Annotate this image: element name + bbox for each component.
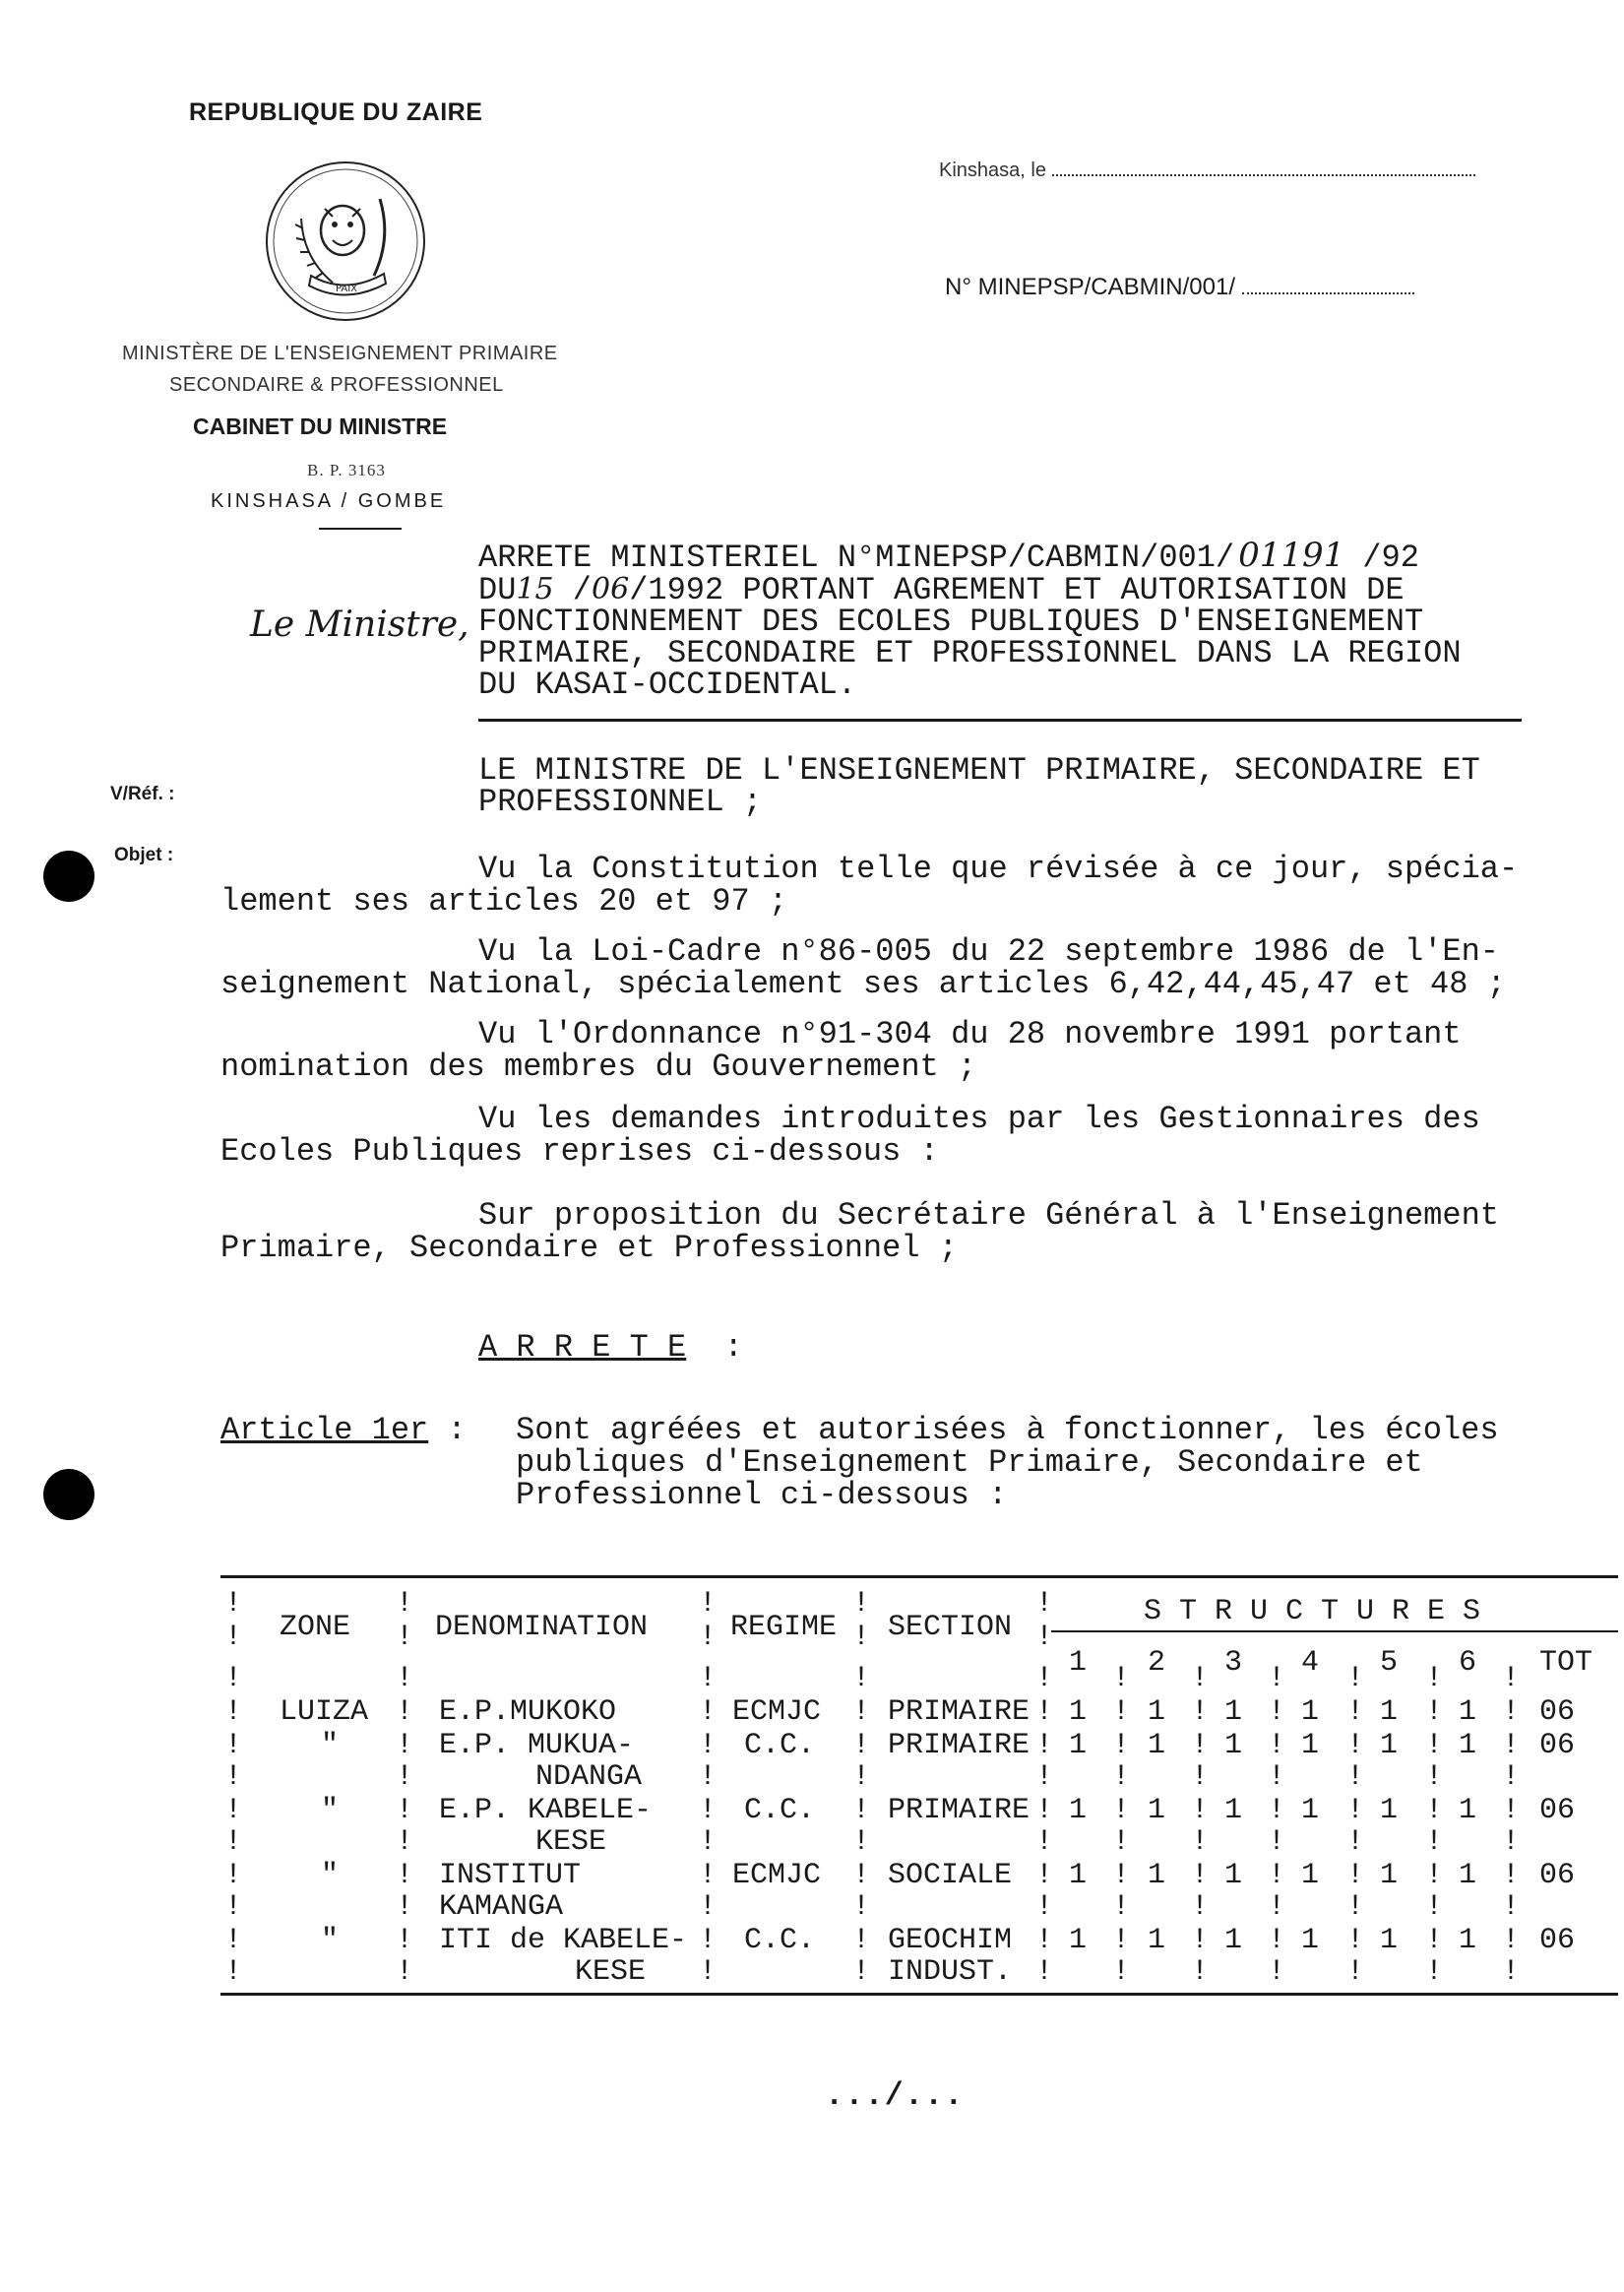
row-zone: " xyxy=(321,1924,340,1957)
table-column-separator: ! xyxy=(852,1859,871,1892)
table-column-separator: ! xyxy=(1425,1825,1444,1859)
table-column-separator: ! xyxy=(1268,1760,1286,1794)
header-section: SECTION xyxy=(888,1611,1013,1644)
table-column-separator: ! xyxy=(1502,1924,1521,1957)
table-column-separator: ! xyxy=(396,1662,414,1695)
table-column-separator: ! xyxy=(699,1587,718,1621)
article-1-line-3: Professionnel ci-dessous : xyxy=(516,1477,1008,1513)
table-column-separator: ! xyxy=(1191,1794,1210,1827)
table-column-separator: ! xyxy=(699,1955,718,1989)
table-column-separator: ! xyxy=(224,1859,243,1892)
reference-number: N° MINEPSP/CABMIN/001/ xyxy=(945,274,1414,301)
row-regime: C.C. xyxy=(744,1729,816,1762)
row-regime: ECMJC xyxy=(732,1859,822,1892)
table-column-separator: ! xyxy=(224,1729,243,1762)
row-level-3: 1 xyxy=(1224,1924,1243,1957)
table-column-separator: ! xyxy=(1425,1662,1444,1695)
table-column-separator: ! xyxy=(396,1859,414,1892)
table-column-separator: ! xyxy=(1035,1587,1054,1621)
table-column-separator: ! xyxy=(852,1825,871,1859)
country-name: REPUBLIQUE DU ZAIRE xyxy=(189,98,483,126)
table-column-separator: ! xyxy=(1346,1760,1365,1794)
side-signatory: Le Ministre, xyxy=(250,605,469,645)
row-total: 06 xyxy=(1539,1695,1576,1729)
proposition-2: Primaire, Secondaire et Professionnel ; xyxy=(220,1230,958,1266)
table-column-separator: ! xyxy=(1502,1695,1521,1729)
table-column-separator: ! xyxy=(1035,1729,1054,1762)
title-line-2: DU15 /06/1992 PORTANT AGREMENT ET AUTORISATION DE xyxy=(478,572,1405,608)
table-column-separator: ! xyxy=(1191,1924,1210,1957)
table-column-separator: ! xyxy=(1502,1890,1521,1924)
row-level-3: 1 xyxy=(1224,1729,1243,1762)
table-column-separator: ! xyxy=(224,1794,243,1827)
title-line-5: DU KASAI-OCCIDENTAL. xyxy=(478,667,857,703)
table-column-separator: ! xyxy=(699,1760,718,1794)
row-level-6: 1 xyxy=(1459,1729,1477,1762)
row-denomination: E.P. MUKUA- xyxy=(439,1729,635,1762)
header-level-4: 4 xyxy=(1301,1646,1320,1680)
table-column-separator: ! xyxy=(224,1695,243,1729)
table-column-separator: ! xyxy=(699,1662,718,1695)
table-column-separator: ! xyxy=(1425,1955,1444,1989)
table-column-separator: ! xyxy=(1191,1695,1210,1729)
row-level-3: 1 xyxy=(1224,1695,1243,1729)
row-denomination: ITI de KABELE- xyxy=(439,1924,688,1957)
table-column-separator: ! xyxy=(852,1890,871,1924)
table-column-separator: ! xyxy=(1268,1890,1286,1924)
ministry-line-1: MINISTÈRE DE L'ENSEIGNEMENT PRIMAIRE xyxy=(122,343,558,364)
table-bottom-rule xyxy=(220,1993,1618,1996)
table-column-separator: ! xyxy=(1112,1825,1131,1859)
table-column-separator: ! xyxy=(1268,1695,1286,1729)
table-column-separator: ! xyxy=(1502,1794,1521,1827)
row-level-4: 1 xyxy=(1301,1859,1320,1892)
table-column-separator: ! xyxy=(699,1890,718,1924)
row-level-1: 1 xyxy=(1069,1794,1088,1827)
table-column-separator: ! xyxy=(1191,1662,1210,1695)
table-column-separator: ! xyxy=(1346,1825,1365,1859)
table-column-separator: ! xyxy=(1035,1662,1054,1695)
row-section: GEOCHIM xyxy=(888,1924,1013,1957)
title-line-4: PRIMAIRE, SECONDAIRE ET PROFESSIONNEL DANS LA REGION xyxy=(478,635,1462,671)
row-total: 06 xyxy=(1539,1794,1576,1827)
article-1-label: Article 1er : xyxy=(220,1412,467,1448)
row-level-2: 1 xyxy=(1148,1924,1166,1957)
table-column-separator: ! xyxy=(1112,1794,1131,1827)
table-column-separator: ! xyxy=(1268,1955,1286,1989)
table-column-separator: ! xyxy=(1112,1695,1131,1729)
table-column-separator: ! xyxy=(1346,1859,1365,1892)
header-regime: REGIME xyxy=(730,1611,838,1644)
table-column-separator: ! xyxy=(1268,1794,1286,1827)
structures-rule xyxy=(1051,1630,1618,1632)
vu-constitution-1: Vu la Constitution telle que révisée à ce jour, spécia- xyxy=(478,851,1519,887)
row-zone: " xyxy=(321,1729,340,1762)
row-section: PRIMAIRE xyxy=(888,1729,1031,1762)
table-column-separator: ! xyxy=(1346,1955,1365,1989)
table-column-separator: ! xyxy=(852,1621,871,1654)
table-column-separator: ! xyxy=(224,1890,243,1924)
table-column-separator: ! xyxy=(1112,1859,1131,1892)
row-denomination: INSTITUT xyxy=(439,1859,582,1892)
table-column-separator: ! xyxy=(1191,1890,1210,1924)
table-column-separator: ! xyxy=(699,1695,718,1729)
table-column-separator: ! xyxy=(396,1760,414,1794)
table-column-separator: ! xyxy=(1191,1760,1210,1794)
table-column-separator: ! xyxy=(396,1955,414,1989)
table-column-separator: ! xyxy=(1346,1695,1365,1729)
table-column-separator: ! xyxy=(852,1760,871,1794)
row-total: 06 xyxy=(1539,1924,1576,1957)
table-column-separator: ! xyxy=(1425,1760,1444,1794)
table-column-separator: ! xyxy=(699,1924,718,1957)
table-column-separator: ! xyxy=(1035,1621,1054,1654)
header-level-6: 6 xyxy=(1459,1646,1477,1680)
cabinet-name: CABINET DU MINISTRE xyxy=(193,414,448,439)
row-section: PRIMAIRE xyxy=(888,1695,1031,1729)
row-level-1: 1 xyxy=(1069,1695,1088,1729)
table-column-separator: ! xyxy=(699,1794,718,1827)
row-denomination-cont: KESE xyxy=(535,1825,607,1859)
row-level-5: 1 xyxy=(1380,1695,1399,1729)
table-column-separator: ! xyxy=(1268,1662,1286,1695)
row-level-1: 1 xyxy=(1069,1924,1088,1957)
table-column-separator: ! xyxy=(224,1587,243,1621)
table-column-separator: ! xyxy=(1268,1825,1286,1859)
row-total: 06 xyxy=(1539,1729,1576,1762)
vu-ordonnance-1: Vu l'Ordonnance n°91-304 du 28 novembre 1991 portant xyxy=(478,1016,1462,1052)
row-level-2: 1 xyxy=(1148,1729,1166,1762)
vu-loi-cadre-2: seignement National, spécialement ses articles 6,42,44,45,47 et 48 ; xyxy=(220,966,1506,1002)
table-column-separator: ! xyxy=(1112,1955,1131,1989)
table-column-separator: ! xyxy=(1112,1890,1131,1924)
row-denomination-cont: KESE xyxy=(575,1955,647,1989)
row-level-5: 1 xyxy=(1380,1729,1399,1762)
table-column-separator: ! xyxy=(396,1890,414,1924)
row-level-1: 1 xyxy=(1069,1859,1088,1892)
table-column-separator: ! xyxy=(1502,1955,1521,1989)
header-structures: S T R U C T U R E S xyxy=(1144,1595,1481,1628)
city: KINSHASA / GOMBE xyxy=(211,490,447,512)
table-column-separator: ! xyxy=(1502,1859,1521,1892)
row-section: PRIMAIRE xyxy=(888,1794,1031,1827)
row-denomination: E.P. KABELE- xyxy=(439,1794,653,1827)
table-column-separator: ! xyxy=(1346,1890,1365,1924)
arrete-heading: A R R E T E : xyxy=(478,1329,743,1366)
table-column-separator: ! xyxy=(1425,1859,1444,1892)
table-column-separator: ! xyxy=(224,1760,243,1794)
table-column-separator: ! xyxy=(852,1662,871,1695)
article-1-line-1: Sont agréées et autorisées à fonctionner, les écoles xyxy=(516,1412,1499,1448)
row-zone: " xyxy=(321,1859,340,1892)
table-top-rule xyxy=(220,1575,1618,1578)
table-column-separator: ! xyxy=(1112,1729,1131,1762)
article-1-line-2: publiques d'Enseignement Primaire, Secondaire et xyxy=(516,1444,1423,1481)
table-column-separator: ! xyxy=(396,1587,414,1621)
po-box: B. P. 3163 xyxy=(307,461,386,479)
table-column-separator: ! xyxy=(1346,1662,1365,1695)
table-column-separator: ! xyxy=(1191,1859,1210,1892)
table-column-separator: ! xyxy=(1425,1695,1444,1729)
row-level-6: 1 xyxy=(1459,1924,1477,1957)
row-level-2: 1 xyxy=(1148,1859,1166,1892)
table-column-separator: ! xyxy=(1502,1662,1521,1695)
title-line-3: FONCTIONNEMENT DES ECOLES PUBLIQUES D'ENSEIGNEMENT xyxy=(478,604,1424,640)
table-column-separator: ! xyxy=(396,1794,414,1827)
vref-label: V/Réf. : xyxy=(110,784,175,804)
table-column-separator: ! xyxy=(224,1825,243,1859)
table-column-separator: ! xyxy=(224,1621,243,1654)
row-level-5: 1 xyxy=(1380,1924,1399,1957)
header-zone: ZONE xyxy=(280,1611,351,1644)
table-column-separator: ! xyxy=(1268,1859,1286,1892)
table-column-separator: ! xyxy=(1191,1955,1210,1989)
row-section-cont: INDUST. xyxy=(888,1955,1013,1989)
table-column-separator: ! xyxy=(1502,1729,1521,1762)
table-column-separator: ! xyxy=(1346,1794,1365,1827)
row-level-6: 1 xyxy=(1459,1859,1477,1892)
vu-demandes-2: Ecoles Publiques reprises ci-dessous : xyxy=(220,1133,939,1170)
table-column-separator: ! xyxy=(1425,1924,1444,1957)
table-column-separator: ! xyxy=(699,1825,718,1859)
table-column-separator: ! xyxy=(224,1662,243,1695)
table-column-separator: ! xyxy=(396,1825,414,1859)
row-denomination-cont: KAMANGA xyxy=(439,1890,564,1924)
minister-line-1: LE MINISTRE DE L'ENSEIGNEMENT PRIMAIRE, SECONDAIRE ET xyxy=(478,752,1480,789)
table-column-separator: ! xyxy=(1425,1890,1444,1924)
header-denomination: DENOMINATION xyxy=(435,1611,649,1644)
table-column-separator: ! xyxy=(852,1729,871,1762)
table-column-separator: ! xyxy=(396,1695,414,1729)
vu-constitution-2: lement ses articles 20 et 97 ; xyxy=(220,883,788,920)
row-level-4: 1 xyxy=(1301,1794,1320,1827)
proposition-1: Sur proposition du Secrétaire Général à l'Enseignement xyxy=(478,1197,1499,1234)
vu-ordonnance-2: nomination des membres du Gouvernement ; xyxy=(220,1049,977,1085)
table-column-separator: ! xyxy=(1035,1695,1054,1729)
row-level-2: 1 xyxy=(1148,1695,1166,1729)
continuation-marker: .../... xyxy=(825,2077,965,2114)
ministry-line-2: SECONDAIRE & PROFESSIONNEL xyxy=(169,374,504,396)
row-level-6: 1 xyxy=(1459,1794,1477,1827)
table-column-separator: ! xyxy=(699,1859,718,1892)
row-level-3: 1 xyxy=(1224,1859,1243,1892)
row-regime: C.C. xyxy=(744,1794,816,1827)
table-column-separator: ! xyxy=(1268,1924,1286,1957)
row-level-4: 1 xyxy=(1301,1729,1320,1762)
row-section: SOCIALE xyxy=(888,1859,1013,1892)
table-column-separator: ! xyxy=(1425,1794,1444,1827)
objet-label: Objet : xyxy=(114,845,174,865)
row-denomination-cont: NDANGA xyxy=(535,1760,643,1794)
header-level-1: 1 xyxy=(1069,1646,1088,1680)
table-column-separator: ! xyxy=(1268,1729,1286,1762)
row-level-2: 1 xyxy=(1148,1794,1166,1827)
table-column-separator: ! xyxy=(699,1729,718,1762)
table-column-separator: ! xyxy=(1191,1825,1210,1859)
table-column-separator: ! xyxy=(1035,1760,1054,1794)
table-column-separator: ! xyxy=(852,1924,871,1957)
vu-loi-cadre-1: Vu la Loi-Cadre n°86-005 du 22 septembre 1986 de l'En- xyxy=(478,933,1499,970)
table-column-separator: ! xyxy=(1035,1825,1054,1859)
table-column-separator: ! xyxy=(1112,1760,1131,1794)
row-total: 06 xyxy=(1539,1859,1576,1892)
table-column-separator: ! xyxy=(1035,1890,1054,1924)
seal-ribbon-text: PAIX xyxy=(335,284,358,294)
table-column-separator: ! xyxy=(852,1794,871,1827)
row-level-5: 1 xyxy=(1380,1794,1399,1827)
row-level-4: 1 xyxy=(1301,1924,1320,1957)
minister-line-2: PROFESSIONNEL ; xyxy=(478,784,763,820)
table-column-separator: ! xyxy=(1346,1729,1365,1762)
row-level-4: 1 xyxy=(1301,1695,1320,1729)
table-column-separator: ! xyxy=(1112,1662,1131,1695)
row-regime: ECMJC xyxy=(732,1695,822,1729)
table-column-separator: ! xyxy=(1346,1924,1365,1957)
table-column-separator: ! xyxy=(396,1924,414,1957)
row-zone: LUIZA xyxy=(280,1695,369,1729)
table-column-separator: ! xyxy=(1035,1859,1054,1892)
table-column-separator: ! xyxy=(224,1955,243,1989)
row-level-1: 1 xyxy=(1069,1729,1088,1762)
table-column-separator: ! xyxy=(1035,1955,1054,1989)
table-column-separator: ! xyxy=(699,1621,718,1654)
table-column-separator: ! xyxy=(1035,1794,1054,1827)
table-column-separator: ! xyxy=(224,1924,243,1957)
table-column-separator: ! xyxy=(1502,1825,1521,1859)
table-column-separator: ! xyxy=(852,1587,871,1621)
row-regime: C.C. xyxy=(744,1924,816,1957)
table-column-separator: ! xyxy=(1425,1729,1444,1762)
header-level-2: 2 xyxy=(1148,1646,1166,1680)
header-level-3: 3 xyxy=(1224,1646,1243,1680)
table-column-separator: ! xyxy=(852,1695,871,1729)
table-column-separator: ! xyxy=(1191,1729,1210,1762)
title-line-1: ARRETE MINISTERIEL N°MINEPSP/CABMIN/001/ 01191 /92 xyxy=(478,536,1419,576)
table-column-separator: ! xyxy=(1035,1924,1054,1957)
table-column-separator: ! xyxy=(1112,1924,1131,1957)
table-column-separator: ! xyxy=(852,1955,871,1989)
table-column-separator: ! xyxy=(396,1729,414,1762)
row-level-6: 1 xyxy=(1459,1695,1477,1729)
header-level-5: 5 xyxy=(1380,1646,1399,1680)
row-denomination: E.P.MUKOKO xyxy=(439,1695,617,1729)
table-column-separator: ! xyxy=(396,1621,414,1654)
table-column-separator: ! xyxy=(1502,1760,1521,1794)
row-level-5: 1 xyxy=(1380,1859,1399,1892)
row-zone: " xyxy=(321,1794,340,1827)
row-level-3: 1 xyxy=(1224,1794,1243,1827)
vu-demandes-1: Vu les demandes introduites par les Gestionnaires des xyxy=(478,1101,1480,1137)
place-date-label: Kinshasa, le xyxy=(939,159,1475,182)
header-total: TOT xyxy=(1539,1646,1593,1680)
